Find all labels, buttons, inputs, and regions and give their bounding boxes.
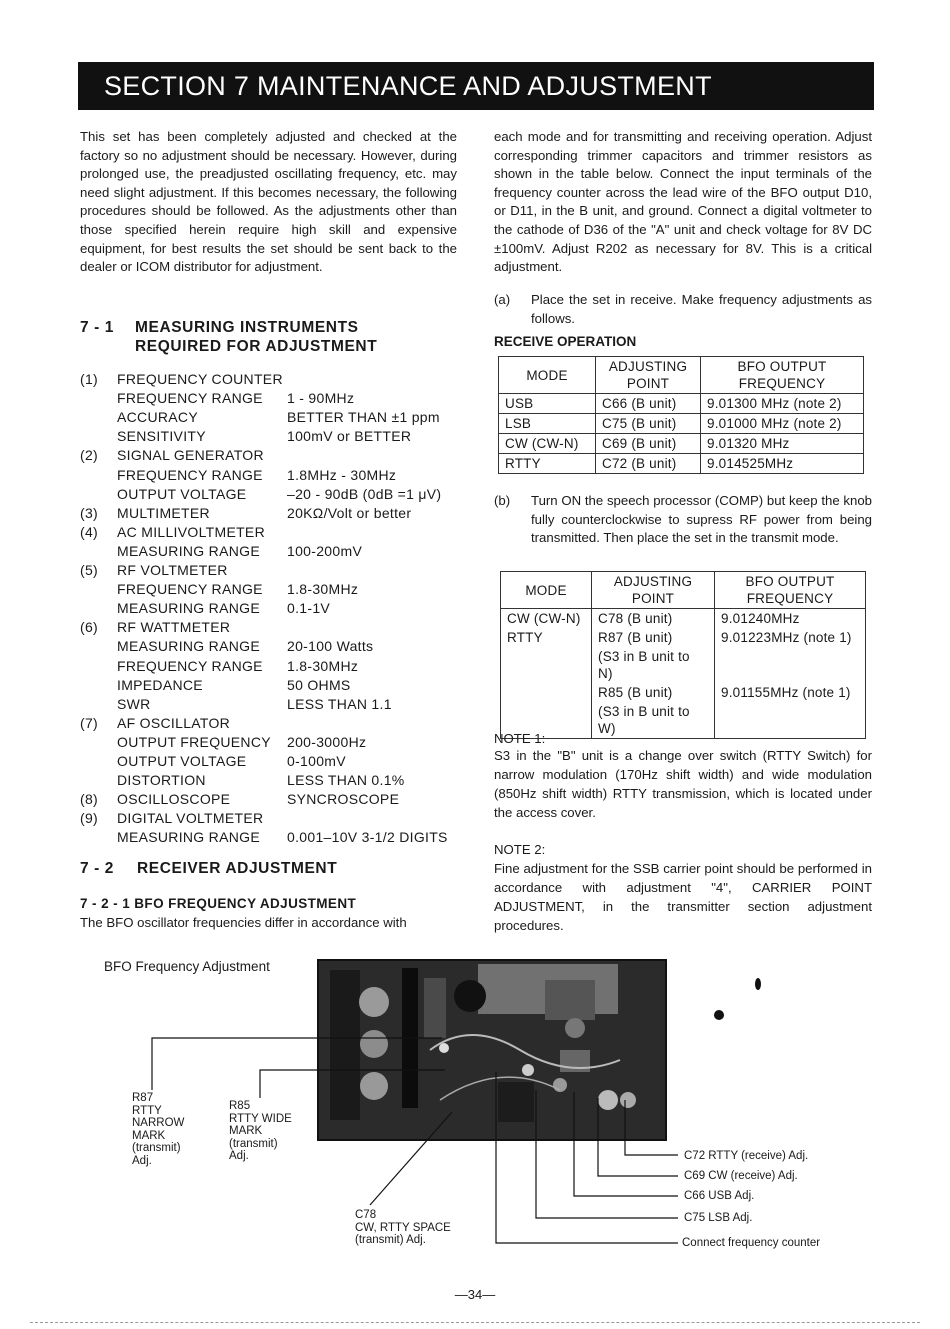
instrument-label: MEASURING RANGE [117,638,260,655]
instrument-label: OSCILLOSCOPE [117,791,231,808]
instrument-number: (6) [80,619,99,636]
receive-header-mode: MODE [499,357,596,394]
point-cell: (S3 in B unit to N) [592,647,715,683]
frequency-cell: 9.01320 MHz [701,434,864,454]
bfo-intro-paragraph: The BFO oscillator frequencies differ in accordance with [80,915,407,930]
instrument-label: OUTPUT VOLTAGE [117,753,247,769]
table-row [499,414,864,434]
right-intro-paragraph: each mode and for transmitting and receiving operation. Adjust corresponding trimmer capacitors and trimmer resistors as shown in the table below. Connect the input terminals of the frequency counter across the lead wire of the BFO output D10, or D11, in the B unit, and ground. Connect a digital voltmeter to the cathode of D36 of the "A" unit and check voltage for 8V DC ±100mV. Adjust R202 as necessary for 8V. This is a critical adjustment. [494,129,872,275]
instrument-label: FREQUENCY RANGE [117,581,263,598]
instrument-value: 1 - 90MHz [287,390,355,407]
instrument-number: (7) [80,714,99,731]
instrument-label: OUTPUT VOLTAGE [117,485,247,502]
frequency-cell: 9.01155MHz (note 1) [715,683,866,702]
c78-label: C78 CW, RTTY SPACE (transmit) Adj. [355,1209,451,1246]
mode-cell: CW (CW-N) [499,434,596,454]
instrument-label: RF VOLTMETER [117,562,228,578]
note2-title: NOTE 2: [494,842,546,857]
point-cell: R87 (B unit) [592,628,715,647]
mode-cell [501,683,592,702]
instrument-label: FREQUENCY RANGE [117,657,263,674]
heading-7-1-line2: REQUIRED FOR ADJUSTMENT [135,338,378,355]
instrument-number: (1) [80,371,99,387]
instrument-label: MEASURING RANGE [117,600,260,617]
receive-header-point: ADJUSTING POINT [596,357,701,394]
instrument-label: FREQUENCY COUNTER [117,371,283,387]
c72-label: C72 RTTY (receive) Adj. [684,1150,809,1162]
instrument-number: (2) [80,447,99,464]
mode-cell: CW (CW-N) [501,609,592,629]
step-a-mark: (a) [494,292,511,307]
note2-text: Fine adjustment for the SSB carrier point should be performed in accordance with adjustment "4", CARRIER POINT ADJUSTMENT, in the transmitter section adjustment procedures. [494,861,872,933]
point-cell: (S3 in B unit to W) [592,702,715,739]
heading-7-1-line1: MEASURING INSTRUMENTS [135,319,359,336]
instrument-value: 100mV or BETTER [287,428,412,445]
r85-label: R85 RTTY WIDE MARK (transmit) Adj. [229,1100,292,1162]
transmit-header-point: ADJUSTING POINT [592,572,715,609]
instrument-label: MEASURING RANGE [117,829,260,846]
receive-table [498,356,864,474]
instrument-value: 200-3000Hz [287,733,367,750]
table-row [501,683,866,702]
instrument-number: (9) [80,810,99,827]
heading-7-2-title: RECEIVER ADJUSTMENT [137,860,338,877]
step-a-text: Place the set in receive. Make frequency adjustments as follows. [531,292,872,326]
instrument-value: 50 OHMS [287,676,351,693]
point-cell: C66 (B unit) [596,394,701,414]
instrument-label: SENSITIVITY [117,428,206,445]
instrument-value: 1.8MHz - 30MHz [287,466,397,483]
instrument-value: 1.8-30MHz [287,657,359,674]
transmit-header-frequency: BFO OUTPUT FREQUENCY [715,572,866,609]
instrument-value: 20-100 Watts [287,638,374,655]
instrument-label: OUTPUT FREQUENCY [117,733,271,750]
frequency-cell: 9.01240MHz [715,609,866,629]
step-b-text: Turn ON the speech processor (COMP) but keep the knob fully counterclockwise to supress RF power from being transmitted. Then place the set in the transmit mode. [531,493,872,546]
instrument-label: FREQUENCY RANGE [117,466,263,483]
instrument-label: DIGITAL VOLTMETER [117,810,264,827]
instrument-label: MEASURING RANGE [117,542,260,559]
instrument-value: –20 - 90dB (0dB =1 μV) [287,485,442,502]
instrument-value: 0-100mV [287,753,346,769]
receive-heading: RECEIVE OPERATION [494,334,637,349]
point-cell: C69 (B unit) [596,434,701,454]
instrument-value: 20KΩ/Volt or better [287,504,412,521]
transmit-header-mode: MODE [501,572,592,609]
frequency-cell: 9.01300 MHz (note 2) [701,394,864,414]
mode-cell: LSB [499,414,596,434]
counter-label: Connect frequency counter [682,1237,821,1249]
table-row [501,702,866,739]
instrument-value: LESS THAN 0.1% [287,772,405,789]
mode-cell: USB [499,394,596,414]
mode-cell [501,647,592,683]
heading-7-2-1: 7 - 2 - 1 BFO FREQUENCY ADJUSTMENT [80,896,357,911]
instrument-label: DISTORTION [117,772,206,789]
intro-paragraph: This set has been completely adjusted and checked at the factory so no adjustment should be necessary. However, during prolonged use, the preadjusted oscillating frequency, etc. may need slight adjustment. If this becomes necessary, the following procedures should be followed. As the adjustments other than those specified herein require high skill and expensive equipment, for best results the set should be sent back to the dealer or ICOM distributor for adjustment. [80,129,457,275]
section-title: SECTION 7 MAINTENANCE AND ADJUSTMENT [78,62,874,110]
point-cell: C78 (B unit) [592,609,715,629]
r87-label: R87 RTTY NARROW MARK (transmit) Adj. [132,1092,185,1167]
instrument-value: 0.1-1V [287,600,331,617]
mode-cell: RTTY [499,454,596,474]
frequency-cell: 9.014525MHz [701,454,864,474]
instrument-value: 1.8-30MHz [287,581,359,598]
frequency-cell: 9.01223MHz (note 1) [715,628,866,647]
instrument-value: 0.001–10V 3-1/2 DIGITS [287,829,448,846]
transmit-table [500,571,866,739]
instruments-list [80,370,470,850]
instrument-label: IMPEDANCE [117,676,203,693]
instrument-label: AC MILLIVOLTMETER [117,523,265,540]
instrument-value: SYNCROSCOPE [287,791,400,808]
receive-header-frequency: BFO OUTPUT FREQUENCY [701,357,864,394]
instrument-value: LESS THAN 1.1 [287,695,392,712]
instrument-label: RF WATTMETER [117,619,231,636]
instrument-value: 100-200mV [287,542,363,559]
point-cell: C75 (B unit) [596,414,701,434]
instrument-number: (5) [80,562,99,578]
table-row [501,647,866,683]
c66-label: C66 USB Adj. [684,1190,755,1202]
instrument-number: (8) [80,791,99,808]
note1-title: NOTE 1: [494,731,546,746]
c75-label: C75 LSB Adj. [684,1212,753,1224]
bottom-rule [30,1322,920,1323]
table-row [499,434,864,454]
table-row [501,609,866,629]
instrument-label: SWR [117,695,151,712]
instrument-label: FREQUENCY RANGE [117,390,263,407]
mode-cell: RTTY [501,628,592,647]
step-b-mark: (b) [494,493,511,508]
instrument-label: AF OSCILLATOR [117,714,231,731]
table-row [499,394,864,414]
instrument-label: SIGNAL GENERATOR [117,447,264,464]
heading-7-2-number: 7 - 2 [80,860,115,877]
frequency-cell [715,702,866,739]
heading-7-1-number: 7 - 1 [80,319,115,336]
table-row [499,454,864,474]
instrument-value: BETTER THAN ±1 ppm [287,409,440,426]
frequency-cell: 9.01000 MHz (note 2) [701,414,864,434]
instrument-label: ACCURACY [117,409,198,426]
table-row [501,628,866,647]
instrument-number: (3) [80,504,99,521]
note1-text: S3 in the "B" unit is a change over switch (RTTY Switch) for narrow modulation (170Hz shift width) and wide modulation (850Hz shift width) RTTY transmission, which is located under the access cover. [494,748,872,820]
point-cell: R85 (B unit) [592,683,715,702]
point-cell: C72 (B unit) [596,454,701,474]
page-number: —34— [454,1287,496,1302]
figure-caption: BFO Frequency Adjustment [104,959,270,974]
instrument-label: MULTIMETER [117,504,210,521]
c69-label: C69 CW (receive) Adj. [684,1170,798,1182]
instrument-number: (4) [80,523,99,540]
frequency-cell [715,647,866,683]
